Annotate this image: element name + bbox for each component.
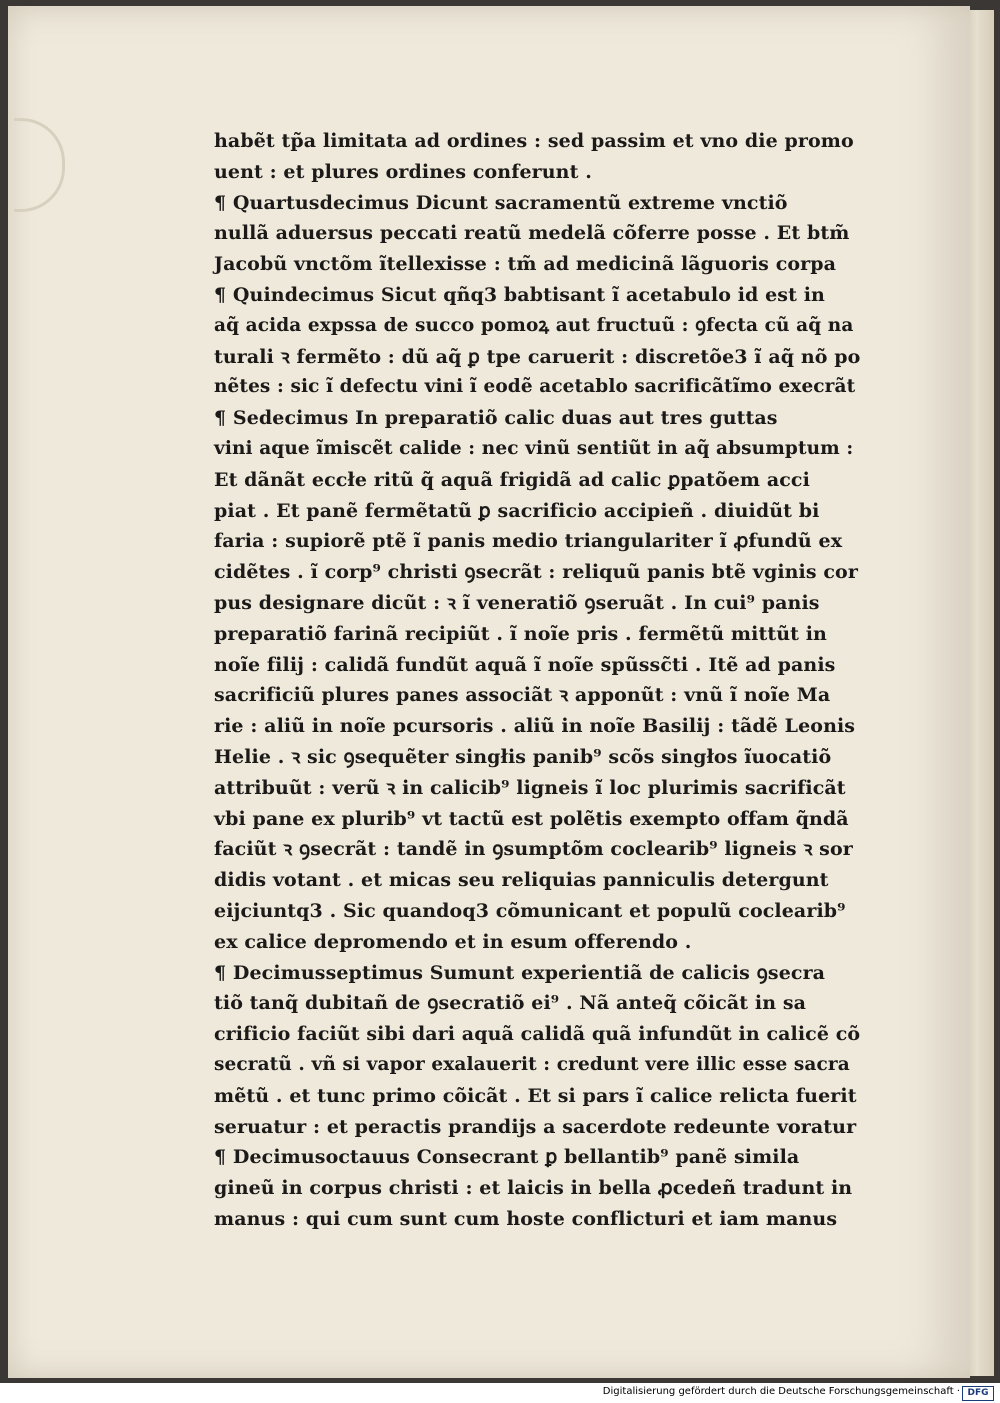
text-line: ¶ Quartusdecimus Dicunt sacramentũ extreme vnctiõ <box>214 191 788 214</box>
text-line: ¶ Quindecimus Sicut qñq3 babtisant ĩ acetabulo id est in <box>214 283 825 306</box>
text-line: ¶ Decimusseptimus Sumunt experientiã de calicis ꝯsecra <box>214 961 826 984</box>
text-line: habẽt tp̃a limitata ad ordines : sed passim et vno die promo <box>214 130 854 152</box>
text-line: aq̃ acida expssa de succo pomoꝝ aut fructuũ : ꝯfecta cũ aq̃ na <box>214 314 854 336</box>
text-line: cidẽtes . ĩ corp⁹ christi ꝯsecrãt : reliquũ panis btẽ vginis cor <box>214 561 858 584</box>
text-line: turali ꝛ fermẽto : dũ aq̃ ꝑ tpe caruerit : discretõe3 ĩ aq̃ nõ po <box>214 345 861 368</box>
text-line: Jacobũ vnctõm ĩtellexisse : tm̃ ad medicinã lãguoris corpa <box>214 253 837 276</box>
text-line: vini aque ĩmiscẽt calide : nec vinũ sentiũt in aq̃ absumptum : <box>214 437 854 459</box>
footer-bar <box>0 1383 1000 1403</box>
text-line: pus designare dicũt : ꝛ ĩ veneratiõ ꝯseruãt . In cui⁹ panis <box>214 591 820 614</box>
text-line: faria : supiorẽ ptẽ ĩ panis medio triangulariter ĩ ꝓfundũ ex <box>214 530 843 553</box>
text-line: ¶ Decimusoctauus Consecrant ꝑ bellantib⁹ panẽ simila <box>214 1146 800 1169</box>
text-line: faciũt ꝛ ꝯsecrãt : tandẽ in ꝯsumptõm coclearib⁹ ligneis ꝛ sor <box>214 838 853 861</box>
text-line: eijciuntq3 . Sic quandoq3 cõmunicant et populũ coclearib⁹ <box>214 899 846 922</box>
text-line: vbi pane ex plurib⁹ vt tactũ est polẽtis exempto offam q̃ndã <box>214 807 849 830</box>
text-line: Et dãnãt eccłe ritũ q̃ aquã frigidã ad calic ꝑpatõem acci <box>214 468 810 491</box>
text-line: noĩe filij : calidã fundũt aquã ĩ noĩe spũssc̃ti . Itẽ ad panis <box>214 653 836 676</box>
text-line: preparatiõ farinã recipiũt . ĩ noĩe pris . fermẽtũ mittũt in <box>214 622 827 645</box>
text-line: secratũ . vñ si vapor exalauerit : credunt vere illic esse sacra <box>214 1053 850 1075</box>
text-line: manus : qui cum sunt cum hoste conflicturi et iam manus <box>214 1207 838 1230</box>
text-line: piat . Et panẽ fermẽtatũ ꝑ sacrificio accipieñ . diuidũt bi <box>214 499 820 522</box>
text-line: seruatur : et peractis prandijs a sacerdote redeunte voratur <box>214 1115 857 1138</box>
text-line: ex calice depromendo et in esum offerendo . <box>214 930 692 953</box>
text-block <box>214 126 864 1235</box>
funding-notice: Digitalisierung gefördert durch die Deutsche Forschungsgemeinschaft · <box>602 1386 960 1397</box>
text-line: tiõ tanq̃ dubitañ de ꝯsecratiõ ei⁹ . Nã anteq̃ cõicãt in sa <box>214 992 807 1015</box>
text-line: ¶ Sedecimus In preparatiõ calic duas aut tres guttas <box>214 407 778 430</box>
text-line: rie : aliũ in noĩe pcursoris . aliũ in noĩe Basilij : tãdẽ Leonis <box>214 715 856 738</box>
text-line: nullã aduersus peccati reatũ medelã cõferre posse . Et btm̃ <box>214 222 850 245</box>
text-line: mẽtũ . et tunc primo cõicãt . Et si pars ĩ calice relicta fuerit <box>214 1084 857 1107</box>
paper-clip-mark <box>14 118 65 212</box>
text-line: gineũ in corpus christi : et laicis in bella ꝓcedeñ tradunt in <box>214 1177 853 1200</box>
dfg-logo: DFG <box>962 1386 994 1401</box>
text-line: sacrificiũ plures panes associãt ꝛ apponũt : vnũ ĩ noĩe Ma <box>214 684 831 707</box>
text-line: crificio faciũt sibi dari aquã calidã quã infundũt in calicẽ cõ <box>214 1023 861 1046</box>
text-line: uent : et plures ordines conferunt . <box>214 160 592 183</box>
text-line: didis votant . et micas seu reliquias panniculis detergunt <box>214 869 829 892</box>
text-line: Helie . ꝛ sic ꝯsequẽter singłis panib⁹ scõs singłos ĩuocatiõ <box>214 745 832 768</box>
text-line: nẽtes : sic ĩ defectu vini ĩ eodẽ acetablo sacrificãtĩmo execrãt <box>214 376 856 398</box>
text-line: attribuũt : verũ ꝛ in calicib⁹ ligneis ĩ loc plurimis sacrificãt <box>214 776 846 799</box>
